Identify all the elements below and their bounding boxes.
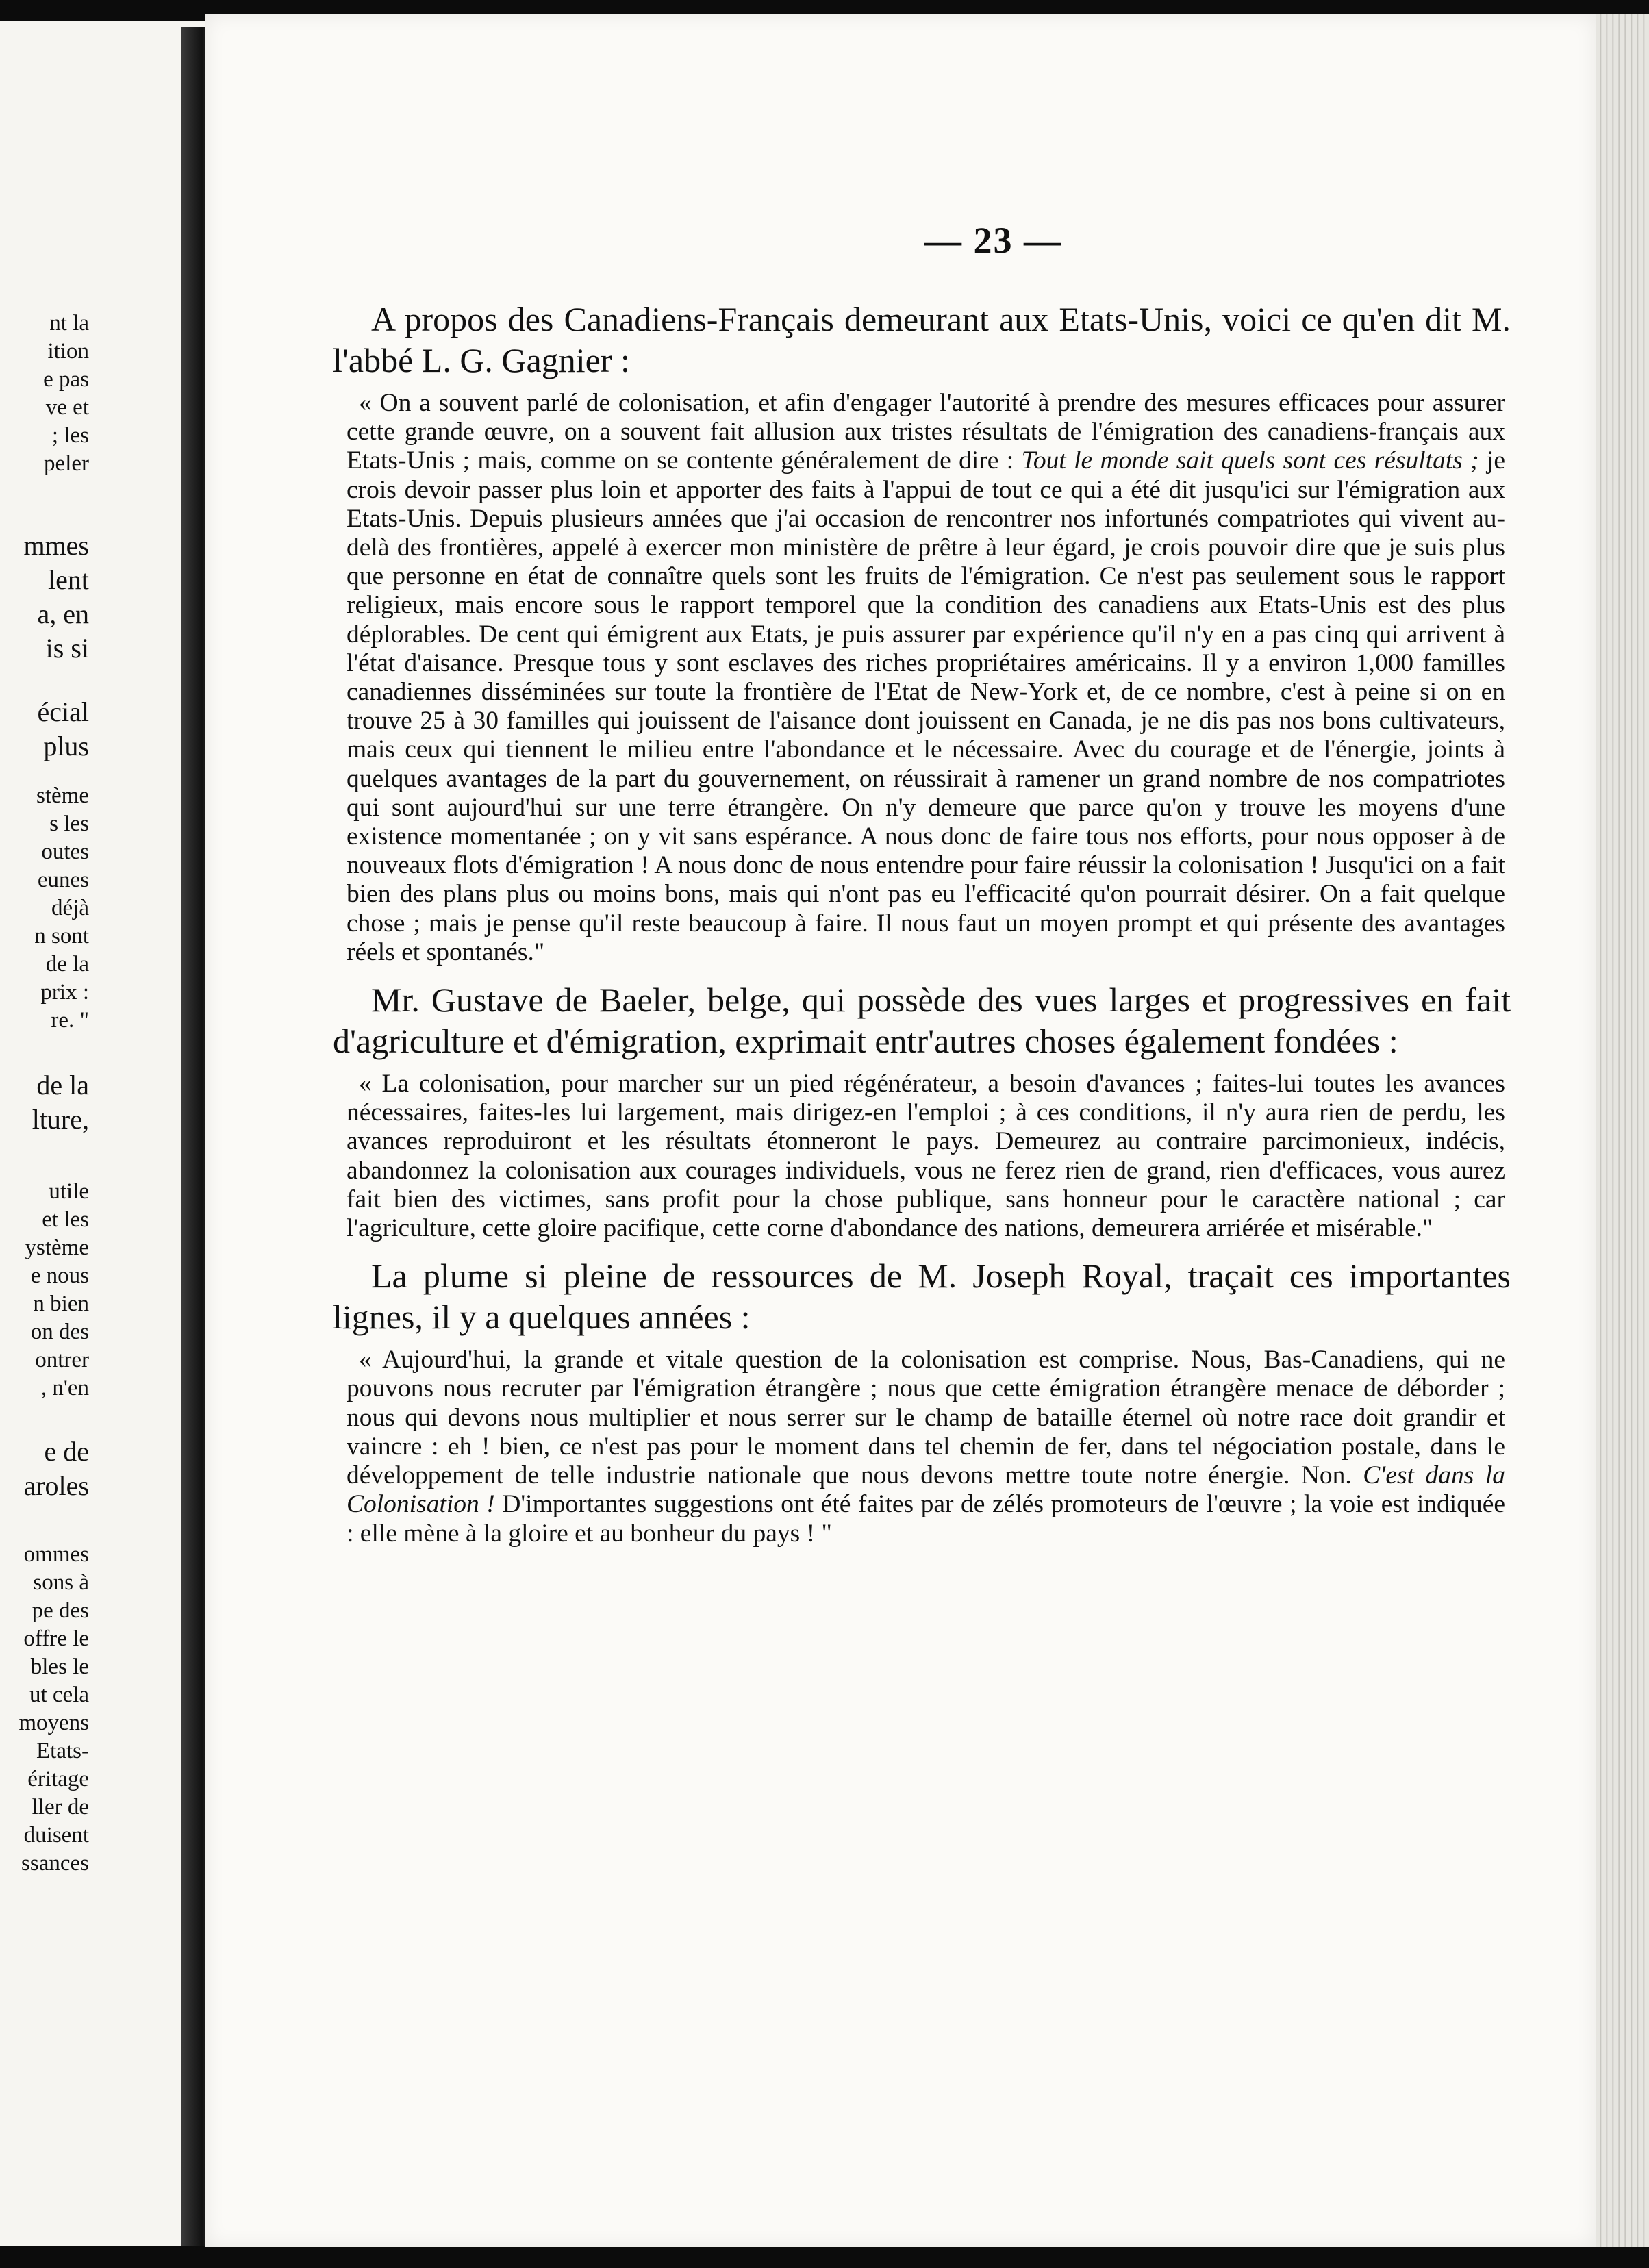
left-line: re. " <box>51 1008 89 1033</box>
left-line: plus <box>43 731 89 761</box>
left-page-fragment <box>0 21 205 2246</box>
page-body <box>333 299 1511 1561</box>
left-line: ut cela <box>29 1683 89 1707</box>
left-line: Etats- <box>36 1739 89 1763</box>
left-line: ; les <box>51 423 89 448</box>
left-line: e nous <box>30 1263 89 1288</box>
left-line: pe des <box>32 1598 89 1623</box>
left-line: déjà <box>51 896 89 920</box>
quote-baeler: « La colonisation, pour marcher sur un pied régénérateur, a besoin d'avances ; faites-lui toutes les avances nécessaires, faites-les lui largement, mais dirigez-en l'emploi ; à ces conditions, il n'y aura rien de perdu, les avances reproduiront et les résultats étonneront le pays. Demeurez au contraire parcimonieux, indécis, abandonnez la colonisation aux courages individuels, vous ne ferez rien de grand, rien d'efficaces, vous aurez fait bien des victimes, sans profit pour la chose publique, sans honneur pour le caractère national ; car l'agriculture, cette gloire pacifique, cette corne d'abondance des nations, demeurera arriérée et misérable." <box>347 1070 1505 1243</box>
left-line: ystème <box>25 1235 89 1260</box>
quote-text: D'importantes suggestions ont été faites par de zélés promoteurs de l'œuvre ; la voie est indiquée : elle mène à la gloire et au bonheur du pays ! " <box>347 1490 1505 1548</box>
paragraph-royal-intro: La plume si pleine de ressources de M. Joseph Royal, traçait ces importantes lignes, il y a quelques années : <box>333 1257 1511 1337</box>
left-fragment-group-1 <box>0 310 89 478</box>
left-line: sons à <box>33 1570 89 1595</box>
quote-text: je crois devoir passer plus loin et apporter des faits à l'appui de tout ce qui a été dit jusqu'ici sur l'émigration aux Etats-Unis. Depuis plusieurs années que j'ai occasion de rencontrer nos infortunés compatriotes qui vivent au-delà des frontières, appelé à exercer mon ministère de prêtre à leur égard, je crois pouvoir dire que je suis plus que personne en état de connaître quels sont les fruits de l'émigration. Ce n'est pas seulement sous le rapport religieux, mais encore sous le rapport temporel que la condition des canadiens aux Etats-Unis est des plus déplorables. De cent qui émigrent aux Etats, je puis assurer par expérience qu'il n'y en a pas cinq qui arrivent à l'état d'aisance. Presque tous y sont esclaves des riches propriétaires américains. Il y a environ 1,000 familles canadiennes disséminées sur toute la frontière de l'Etat de New-York et, de ce nombre, c'est à peine si on en trouve 25 à 30 familles qui jouissent de l'aisance dont jouissent en Canada, je ne dis pas nos bons cultivateurs, mais ceux qui tiennent le milieu entre l'abondance et le nécessaire. Avec du courage et de l'énergie, joints à quelques avantages de la part du gouvernement, on réussirait à ramener un grand nombre de nos compatriotes qui sont aujourd'hui sur une terre étrangère. On n'y demeure que parce qu'on y trouve les moyens d'une existence momentanée ; on y vit sans espérance. A nous donc de faire tous nos efforts, pour nous opposer à de nouveaux flots d'émigration ! A nous donc de nous entendre pour faire réussir la colonisation ! Jusqu'ici on a fait bien des plans plus ou moins bons, mais qui n'ont pas eu l'efficacité qu'on pourrait désirer. On a fait quelque chose ; mais je pense qu'il reste beaucoup à faire. Il nous faut un moyen prompt et qui présente des avantages réels et spontanés." <box>347 446 1506 966</box>
left-line: duisent <box>23 1823 89 1848</box>
left-fragment-group-4 <box>0 782 89 1035</box>
left-line: éritage <box>27 1767 89 1791</box>
left-line: peler <box>44 451 89 476</box>
left-fragment-group-2 <box>0 529 89 666</box>
paragraph-gagnier-intro: A propos des Canadiens-Français demeurant aux Etats-Unis, voici ce qu'en dit M. l'abbé L. G. Gagnier : <box>333 300 1511 379</box>
quote-text: « Aujourd'hui, la grande et vitale question de la colonisation est comprise. Nous, Bas-Canadiens, qui ne pouvons nous recruter par l'émigration étrangère ; nous que cette émigration étrangère menace de déborder ; nous qui devons nous multiplier et nous serrer sur le champ de bataille éternel où notre race doit grandir et vaincre : eh ! bien, ce n'est pas pour le moment dans tel chemin de fer, dans tel négociation postale, dans le développement de telle industrie nationale que nous devons mettre toute notre énergie. Non. <box>347 1346 1505 1490</box>
left-line: bles le <box>30 1654 89 1679</box>
left-line: s les <box>49 811 89 836</box>
left-line: eunes <box>37 868 89 892</box>
left-line: ve et <box>45 395 89 420</box>
left-line: lture, <box>32 1104 89 1135</box>
left-fragment-group-6 <box>0 1178 89 1402</box>
left-line: et les <box>42 1207 89 1232</box>
left-line: ller de <box>32 1795 89 1819</box>
left-line: ontrer <box>35 1348 89 1372</box>
scan-border-bottom <box>0 2260 1649 2268</box>
left-line: n sont <box>34 924 89 948</box>
left-line: offre le <box>23 1626 89 1651</box>
left-line: on des <box>30 1320 89 1344</box>
quote-italic-phrase: Tout le monde sait quels sont ces résultats ; <box>1021 446 1479 475</box>
left-line: a, en <box>37 598 89 629</box>
left-line: nt la <box>49 311 89 336</box>
left-line: prix : <box>40 980 89 1005</box>
left-line: aroles <box>23 1470 89 1501</box>
left-line: outes <box>41 840 89 864</box>
left-line: de la <box>36 1070 89 1100</box>
left-line: e pas <box>43 367 89 392</box>
quote-gagnier <box>333 389 1511 967</box>
left-fragment-group-3 <box>0 695 89 764</box>
quote-text: « On a souvent parlé de colonisation, et afin d'engager l'autorité à prendre des mesures efficaces pour assurer cette grande œuvre, on a souvent fait allusion aux tristes résultats de l'émigration des canadiens-français aux Etats-Unis ; mais, comme on se contente généralement de dire : <box>347 389 1505 475</box>
left-line: ommes <box>23 1542 89 1567</box>
quote-italic-phrase: C'est dans la Colonisation ! <box>347 1461 1506 1519</box>
left-line: lent <box>48 564 89 595</box>
left-line: de la <box>45 952 89 977</box>
left-line: ition <box>47 339 89 364</box>
left-line: n bien <box>33 1292 89 1316</box>
left-line: stème <box>36 783 89 808</box>
left-fragment-group-7 <box>0 1435 89 1503</box>
paragraph-baeler-intro: Mr. Gustave de Baeler, belge, qui possède des vues larges et progressives en fait d'agriculture et d'émigration, exprimait entr'autres choses également fondées : <box>333 981 1511 1061</box>
left-line: mmes <box>23 530 89 561</box>
left-line: utile <box>49 1179 89 1204</box>
main-page <box>205 14 1596 2247</box>
left-line: is si <box>45 633 89 664</box>
left-line: , n'en <box>40 1376 89 1400</box>
left-line: écial <box>37 696 89 727</box>
left-line: ssances <box>21 1851 89 1876</box>
page-number: — 23 — <box>924 220 1062 261</box>
left-fragment-group-5 <box>0 1068 89 1137</box>
page-stack-edge <box>1596 14 1649 2247</box>
left-line: moyens <box>18 1711 89 1735</box>
left-fragment-group-8 <box>0 1541 89 1878</box>
quote-royal <box>333 1346 1511 1548</box>
left-line: e de <box>44 1436 89 1467</box>
